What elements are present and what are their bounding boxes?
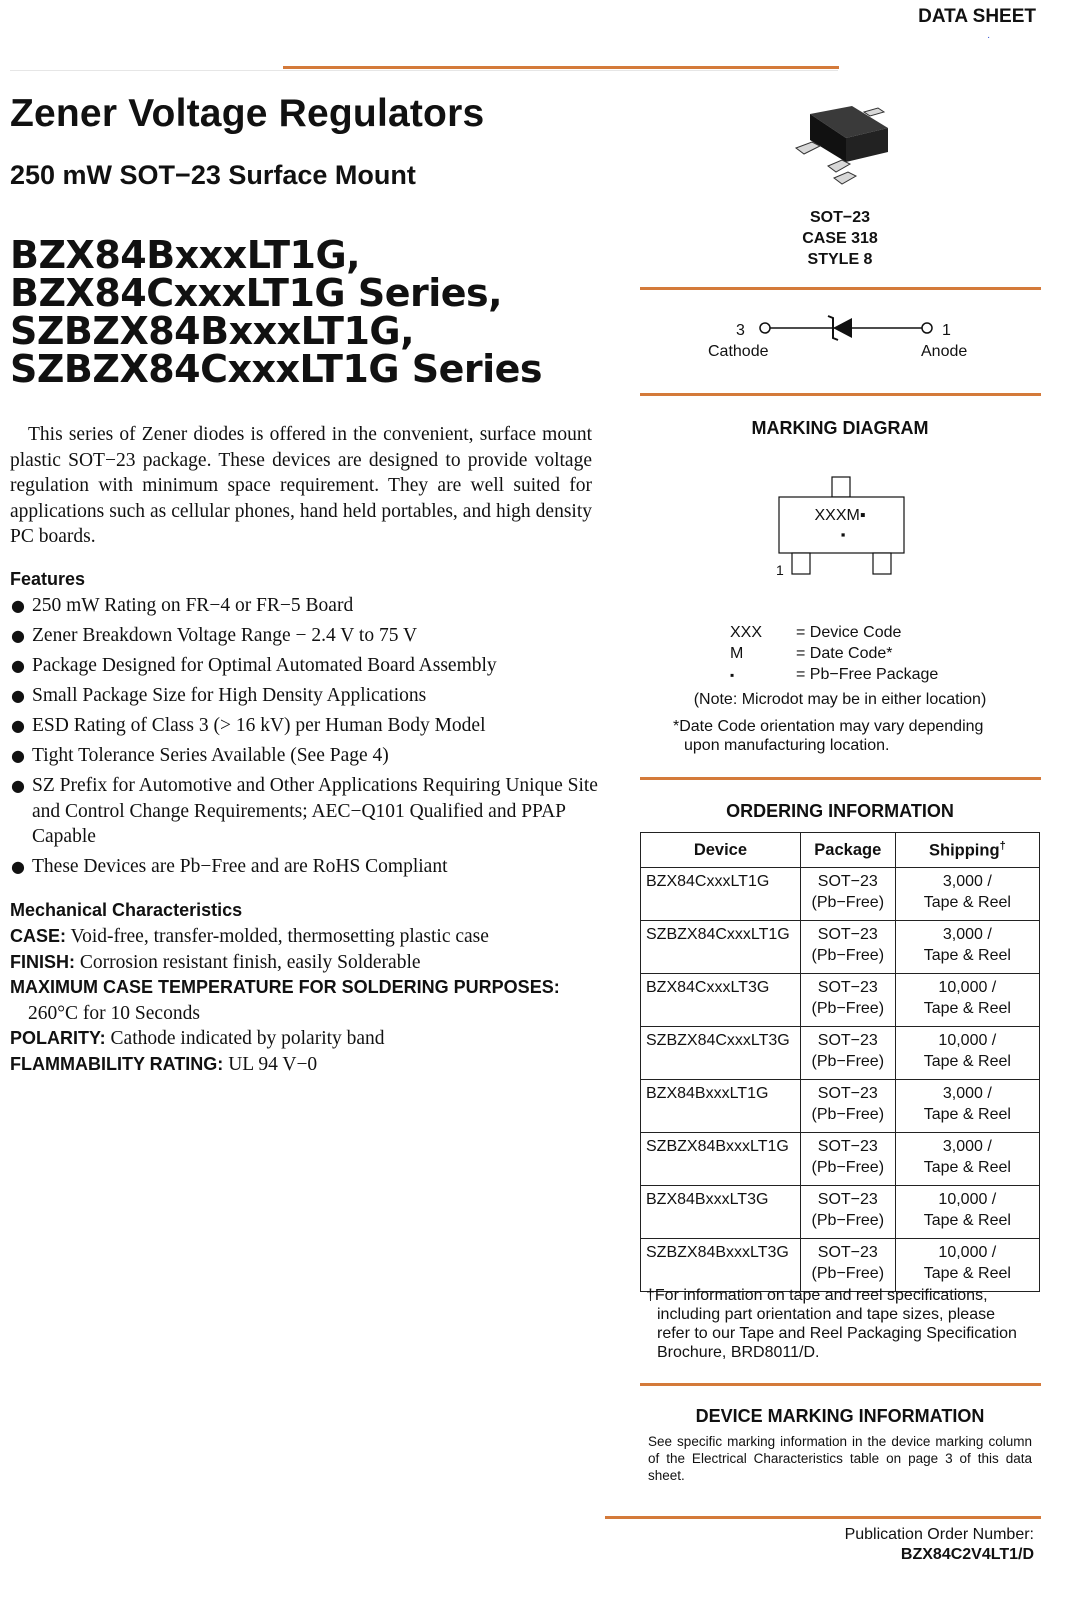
device-marking-text: See specific marking information in the device marking column of the Electrical Characteristics table on page 3 of this data sheet. (648, 1434, 1032, 1483)
ordering-footnote: †For information on tape and reel specifications, including part orientation and tape sizes, please refer to our Tape and Reel Packaging Specification Brochure, BRD8011/D. (646, 1287, 1017, 1361)
microdot-note: (Note: Microdot may be in either location) (693, 691, 987, 708)
bullet-icon: ● (11, 686, 25, 705)
top-divider (10, 70, 838, 71)
page-subtitle: 250 mW SOT−23 Surface Mount (10, 160, 416, 190)
pin1-number: 1 (942, 322, 951, 339)
features-heading: Features (10, 569, 86, 589)
mech-polarity: POLARITY: Cathode indicated by polarity band (10, 1028, 385, 1049)
date-code-note: *Date Code orientation may vary depending upon manufacturing location. (673, 718, 984, 754)
bullet-icon: ● (11, 716, 25, 735)
features-list (10, 593, 610, 884)
table-row: BZX84BxxxLT3G SOT−23 (Pb−Free) 10,000 / Tape & Reel (641, 1186, 1040, 1239)
legend-row: XXX = Device Code (730, 624, 902, 641)
header-dot: . (987, 30, 990, 41)
table-row: SZBZX84CxxxLT1G SOT−23 (Pb−Free) 3,000 / Tape & Reel (641, 921, 1040, 974)
part-number: BZX84BxxxLT1G, (10, 233, 361, 277)
legend-row: ▪ = Pb−Free Package (730, 666, 939, 683)
table-header-row (641, 833, 1040, 868)
bullet-icon: ● (11, 596, 25, 615)
feature-item: ● These Devices are Pb−Free and are RoHS Compliant (10, 854, 610, 880)
mech-case: CASE: Void-free, transfer-molded, thermosetting plastic case (10, 926, 489, 947)
section-rule (640, 287, 1041, 290)
marking-diagram (760, 470, 920, 585)
sot23-package-image (790, 104, 890, 188)
intro-paragraph: This series of Zener diodes is offered in the convenient, surface mount plastic SOT−23 package. These devices are designed to provide voltage regulation with minimum space requirement. They are well suited for applications such as cellular phones, hand held portables, and high density PC boards. (10, 424, 592, 547)
bullet-icon: ● (11, 626, 25, 645)
part-number-list (10, 233, 543, 391)
table-row: SZBZX84CxxxLT3G SOT−23 (Pb−Free) 10,000 / Tape & Reel (641, 1027, 1040, 1080)
table-row: BZX84BxxxLT1G SOT−23 (Pb−Free) 3,000 / Tape & Reel (641, 1080, 1040, 1133)
top-accent-rule (283, 66, 839, 69)
chip-marking-dot: ▪ (840, 527, 846, 542)
mech-flammability: FLAMMABILITY RATING: UL 94 V−0 (10, 1053, 318, 1075)
bullet-icon: ● (11, 776, 25, 795)
section-rule (640, 393, 1041, 396)
feature-item: ● Small Package Size for High Density Applications (10, 683, 610, 709)
feature-item: ● Zener Breakdown Voltage Range − 2.4 V to 75 V (10, 623, 610, 649)
pin3-name: Cathode (708, 343, 769, 360)
bullet-icon: ● (11, 746, 25, 765)
package-type: SOT−23 (809, 209, 871, 226)
chip-marking-text: XXXM▪ (814, 507, 866, 524)
pin1-name: Anode (921, 343, 968, 360)
package-style: STYLE 8 (807, 251, 873, 268)
data-sheet-label: DATA SHEET (918, 6, 1036, 27)
mech-finish: FINISH: Corrosion resistant finish, easily Solderable (10, 951, 421, 973)
table-row: BZX84CxxxLT3G SOT−23 (Pb−Free) 10,000 / Tape & Reel (641, 974, 1040, 1027)
legend-row: M = Date Code* (730, 645, 893, 662)
feature-item: ● Package Designed for Optimal Automated Board Assembly (10, 653, 610, 679)
ordering-table (640, 832, 1040, 1292)
feature-item: ● SZ Prefix for Automotive and Other Applications Requiring Unique Site and Control Change Requirements; AEC−Q101 Qualified and PPAP Capable (11, 775, 598, 847)
chip-pin1-label: 1 (776, 562, 784, 578)
device-marking-title: DEVICE MARKING INFORMATION (695, 1406, 985, 1426)
part-number: SZBZX84CxxxLT1G Series (10, 347, 543, 391)
marking-diagram-title: MARKING DIAGRAM (751, 418, 929, 438)
package-case: CASE 318 (802, 230, 878, 247)
bullet-icon: ● (11, 656, 25, 675)
table-row: BZX84CxxxLT1G SOT−23 (Pb−Free) 3,000 / Tape & Reel (641, 868, 1040, 921)
section-rule (640, 1383, 1041, 1386)
publication-number: BZX84C2V4LT1/D (900, 1546, 1034, 1563)
mechanical-heading: Mechanical Characteristics (10, 900, 243, 920)
footer-rule (605, 1516, 1041, 1519)
column-header-shipping: Shipping† (895, 833, 1039, 868)
diode-schematic (700, 312, 990, 372)
feature-item: ● 250 mW Rating on FR−4 or FR−5 Board (10, 593, 610, 619)
section-rule (640, 777, 1041, 780)
feature-item: ● Tight Tolerance Series Available (See Page 4) (10, 743, 610, 769)
part-number: SZBZX84BxxxLT1G, (10, 309, 415, 353)
column-header-package: Package (800, 833, 895, 868)
pin3-number: 3 (736, 322, 745, 339)
package-caption (740, 207, 940, 270)
publication-label: Publication Order Number: (844, 1526, 1034, 1543)
page-title: Zener Voltage Regulators (10, 92, 485, 135)
mechanical-characteristics (10, 924, 630, 1077)
table-row: SZBZX84BxxxLT1G SOT−23 (Pb−Free) 3,000 / Tape & Reel (641, 1133, 1040, 1186)
table-row: SZBZX84BxxxLT3G SOT−23 (Pb−Free) 10,000 / Tape & Reel (641, 1239, 1040, 1292)
ordering-title: ORDERING INFORMATION (726, 801, 954, 821)
feature-item: ● ESD Rating of Class 3 (> 16 kV) per Human Body Model (10, 713, 610, 739)
part-number: BZX84CxxxLT1G Series, (10, 271, 503, 315)
marking-legend (730, 622, 938, 686)
mech-temperature: MAXIMUM CASE TEMPERATURE FOR SOLDERING PURPOSES: (10, 977, 560, 997)
bullet-icon: ● (11, 857, 25, 876)
mech-temperature-value: 260°C for 10 Seconds (28, 1002, 200, 1024)
column-header-device: Device (641, 833, 801, 868)
